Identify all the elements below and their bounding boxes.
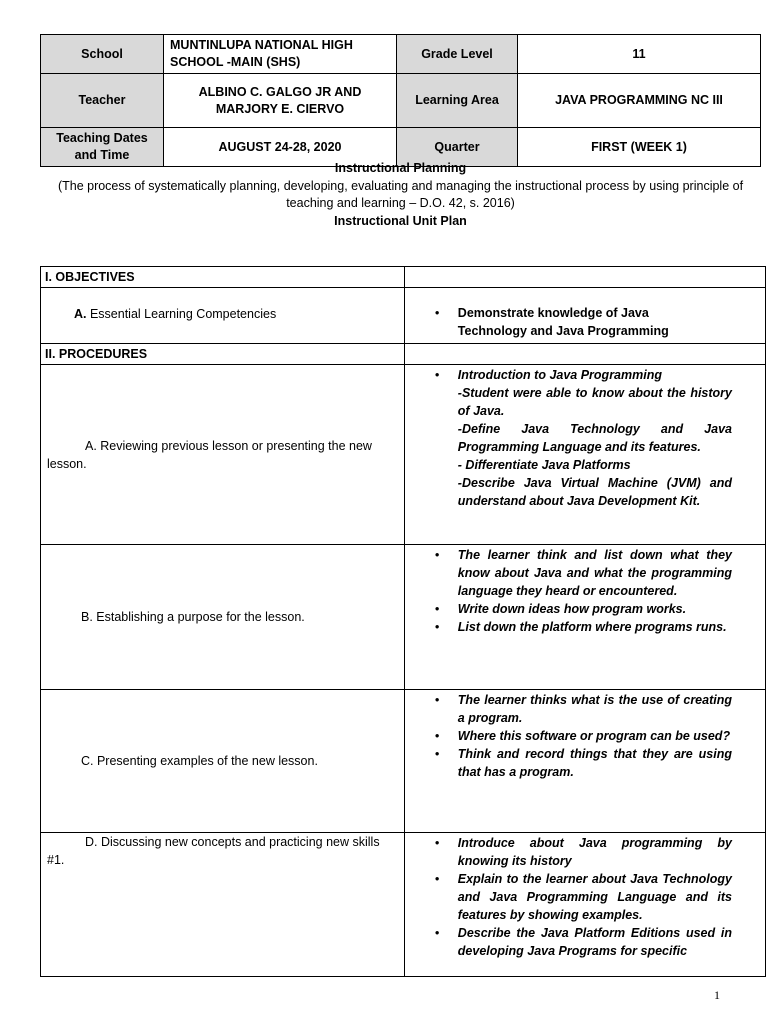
procedure-b-item: ● List down the platform where programs runs. — [458, 618, 732, 636]
procedure-a-line: -Describe Java Virtual Machine (JVM) and understand about Java Development Kit. — [457, 476, 732, 508]
competencies-prefix: A. — [74, 307, 87, 321]
procedure-a-line: -Student were able to know about the history of Java. — [457, 386, 732, 418]
teaching-dates-label: Teaching Dates and Time — [41, 128, 164, 167]
teaching-dates-value: AUGUST 24-28, 2020 — [164, 128, 397, 167]
procedure-a-content — [404, 365, 765, 545]
procedure-a-label: A. Reviewing previous lesson or presenting the new lesson. — [41, 365, 405, 545]
procedure-d-item: ● Explain to the learner about Java Technology and Java Programming Language and its features by showing examples. — [458, 870, 732, 924]
procedure-b-item: ● Write down ideas how program works. — [458, 600, 732, 618]
school-label: School — [41, 35, 164, 74]
instructional-unit-plan-title: Instructional Unit Plan — [334, 213, 467, 228]
procedure-d-content — [404, 833, 765, 977]
quarter-label: Quarter — [397, 128, 518, 167]
grade-level-value: 11 — [518, 35, 761, 74]
quarter-value: FIRST (WEEK 1) — [518, 128, 761, 167]
unit-plan-table — [40, 266, 766, 977]
intro-block — [40, 160, 761, 230]
competencies-content — [404, 288, 765, 344]
competency-item: ● Demonstrate knowledge of Java Technology and Java Programming — [458, 304, 674, 340]
procedure-c-item: ● The learner thinks what is the use of creating a program. — [458, 691, 732, 727]
procedure-b-content — [404, 545, 765, 690]
grade-level-label: Grade Level — [397, 35, 518, 74]
procedure-d-item: ● Introduce about Java programming by knowing its history — [458, 834, 732, 870]
objectives-heading: I. OBJECTIVES — [41, 267, 405, 288]
procedures-heading: II. PROCEDURES — [41, 344, 405, 365]
instructional-planning-title: Instructional Planning — [334, 161, 467, 175]
procedure-c-label: C. Presenting examples of the new lesson. — [41, 690, 405, 833]
page-number: 1 — [714, 988, 720, 1002]
procedure-d-label: D. Discussing new concepts and practicing new skills #1. — [41, 833, 405, 977]
learning-area-value: JAVA PROGRAMMING NC III — [518, 74, 761, 128]
procedure-c-item: ● Think and record things that they are using that has a program. — [458, 745, 732, 781]
procedure-a-line: -Define Java Technology and Java Programming Language and its features. — [457, 422, 732, 454]
procedure-c-content — [404, 690, 765, 833]
header-table — [40, 34, 761, 167]
learning-area-label: Learning Area — [397, 74, 518, 128]
instructional-planning-description: (The process of systematically planning, developing, evaluating and managing the instructional process by using principle of teaching and learning – D.O. 42, s. 2016) — [57, 178, 744, 210]
objectives-empty-cell — [404, 267, 765, 288]
procedure-a-line: - Differentiate Java Platforms — [457, 458, 631, 472]
procedure-b-label: B. Establishing a purpose for the lesson. — [41, 545, 405, 690]
teacher-value: ALBINO C. GALGO JR AND MARJORY E. CIERVO — [164, 74, 397, 128]
teacher-label: Teacher — [41, 74, 164, 128]
procedure-a-line: ● Introduction to Java Programming — [457, 368, 662, 382]
procedure-a-item — [458, 366, 732, 510]
competencies-cell — [41, 288, 405, 344]
procedures-empty-cell — [404, 344, 765, 365]
procedure-c-item: ● Where this software or program can be used? — [458, 727, 732, 745]
procedure-d-item: ● Describe the Java Platform Editions used in developing Java Programs for specific — [458, 924, 732, 960]
school-value: MUNTINLUPA NATIONAL HIGH SCHOOL -MAIN (SHS) — [164, 35, 397, 74]
competencies-label: Essential Learning Competencies — [86, 307, 277, 321]
procedure-b-item: ● The learner think and list down what they know about Java and what the programming language they heard or encountered. — [458, 546, 732, 600]
